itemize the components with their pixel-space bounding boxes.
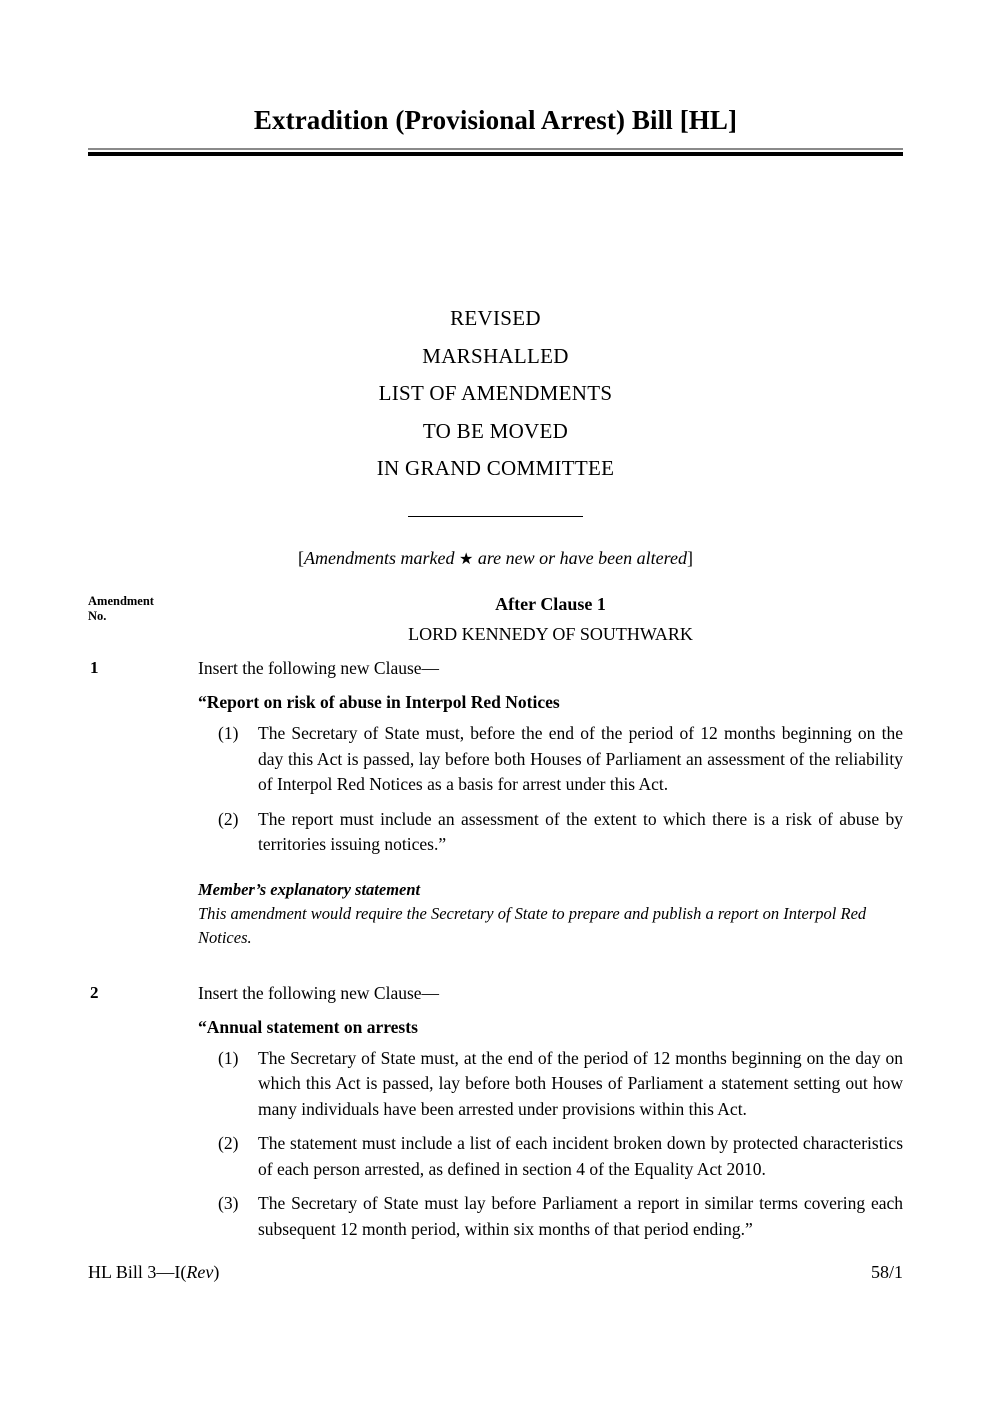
title-rule-thin [88, 148, 903, 150]
sub-paragraph-number: (1) [218, 723, 239, 743]
star-note [88, 548, 903, 569]
sub-paragraph-text: The report must include an assessment of the extent to which there is a risk of abuse by territories issuing notices.” [258, 808, 903, 854]
sub-paragraph-text: The Secretary of State must lay before Parliament a report in similar terms covering each subsequent 12 month period, within six months of that period ending.” [258, 1193, 903, 1239]
sub-paragraph [198, 1191, 903, 1242]
amendment-number: 1 [90, 658, 99, 677]
heading-line-list-of-amendments: LIST OF AMENDMENTS [378, 381, 613, 405]
sub-paragraph-list [198, 721, 903, 858]
member-name: LORD KENNEDY OF SOUTHWARK [408, 624, 693, 644]
explanatory-heading: Member’s explanatory statement [198, 879, 421, 899]
footer-bill-reference [88, 1262, 219, 1283]
star-note-open-bracket: [ [298, 548, 305, 568]
heading-line-revised: REVISED [450, 306, 541, 330]
footer-bill-suffix: ) [213, 1262, 220, 1282]
heading-line-in-grand-committee: IN GRAND COMMITTEE [376, 456, 615, 480]
section-title: After Clause 1 [495, 594, 606, 614]
amendments-list [88, 655, 903, 1264]
insert-instruction: Insert the following new Clause— [198, 982, 440, 1003]
sub-paragraph [198, 1131, 903, 1182]
explanatory-statement [198, 878, 903, 950]
sub-paragraph-number: (2) [218, 1133, 239, 1153]
sub-paragraph [198, 807, 903, 858]
sub-paragraph-number: (1) [218, 1047, 239, 1068]
footer-bill-rev: Rev [186, 1262, 214, 1282]
clause-heading: “Report on risk of abuse in Interpol Red Notices [198, 692, 560, 712]
star-note-close-bracket: ] [686, 548, 693, 568]
amendment-item [88, 980, 903, 1243]
sub-paragraph-list [198, 1046, 903, 1243]
star-icon: ★ [459, 551, 474, 568]
star-note-text-after: are new or have been altered [473, 548, 687, 568]
title-block [88, 104, 903, 156]
amendment-no-label-line2: No. [88, 609, 107, 623]
sub-paragraph [198, 721, 903, 798]
sub-paragraph-text: The Secretary of State must, before the end of the period of 12 months beginning on the day this Act is passed, lay before both Houses of Parliament an assessment of the reliability of Interpol Red Notices as a basis for arrest under this Act. [258, 723, 903, 794]
amendment-no-label-line1: Amendment [88, 594, 154, 608]
footer-page-number: 58/1 [870, 1262, 903, 1282]
amendment-number: 2 [90, 982, 99, 1002]
sub-paragraph-text: The statement must include a list of each incident broken down by protected characteristics of each person arrested, as defined in section 4 of the Equality Act 2010. [258, 1133, 903, 1179]
amendment-item [88, 655, 903, 950]
page-title: Extradition (Provisional Arrest) Bill [HL] [253, 105, 738, 135]
sub-paragraph-text: The Secretary of State must, at the end of the period of 12 months beginning on the day on which this Act is passed, lay before both Houses of Parliament a statement setting out how many individuals have been arrested under provisions within this Act. [258, 1047, 903, 1119]
sub-paragraph-number: (2) [218, 808, 239, 829]
amendment-content [198, 980, 903, 1243]
explanatory-body: This amendment would require the Secretary of State to prepare and publish a report on Interpol Red Notices. [198, 903, 867, 947]
sub-paragraph-number: (3) [218, 1193, 239, 1213]
amendment-no-label [88, 594, 198, 624]
title-rule-thick [88, 152, 903, 156]
amendment-content [198, 655, 903, 950]
divider-rule [408, 516, 583, 517]
heading-line-to-be-moved: TO BE MOVED [422, 418, 569, 443]
star-note-text-before: Amendments marked [304, 548, 459, 568]
footer-bill-prefix: HL Bill 3—I( [88, 1262, 187, 1282]
sub-paragraph [198, 1046, 903, 1123]
clause-heading: “Annual statement on arrests [198, 1016, 418, 1037]
insert-instruction: Insert the following new Clause— [198, 658, 440, 678]
heading-line-marshalled: MARSHALLED [422, 343, 569, 368]
heading-stack [88, 300, 903, 517]
